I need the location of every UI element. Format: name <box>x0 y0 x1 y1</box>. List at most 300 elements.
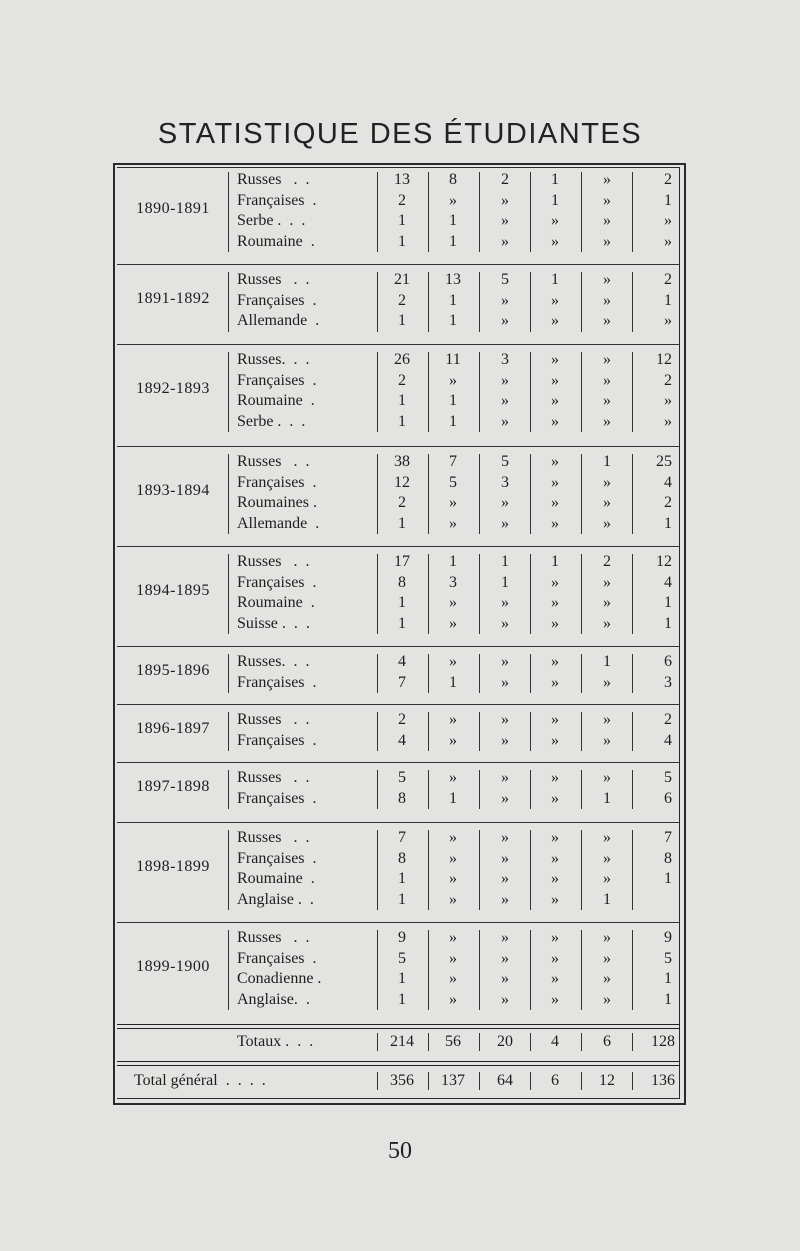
table-cell: 1 <box>398 614 406 632</box>
year-label: 1899-1900 <box>136 958 210 975</box>
table-cell: 1 <box>664 514 672 532</box>
nationality-label: Russes. . . <box>237 653 310 670</box>
table-cell: 11 <box>445 351 461 368</box>
column-rule <box>632 1072 633 1090</box>
table-row <box>117 291 680 311</box>
year-label: 1895-1896 <box>136 661 210 679</box>
table-cell: 2 <box>398 371 406 389</box>
table-cell: 5 <box>449 473 457 491</box>
nationality-label: Serbe . . . <box>237 212 306 229</box>
table-cell: » <box>664 232 672 250</box>
table-cell: » <box>501 212 509 229</box>
nationality-label: Russes . . <box>237 929 310 946</box>
table-cell: » <box>501 412 509 430</box>
table-row <box>117 514 680 534</box>
group-separator <box>117 264 680 265</box>
table-cell: » <box>603 970 611 987</box>
table-cell: 1 <box>449 789 457 807</box>
table-cell: 3 <box>501 473 509 491</box>
table-cell: 3 <box>664 673 672 691</box>
table-cell: 1 <box>551 271 559 288</box>
table-cell: » <box>501 371 509 389</box>
group-separator <box>117 446 680 447</box>
table-cell: » <box>603 312 611 329</box>
table-cell: 12 <box>656 553 672 570</box>
table-cell: 1 <box>449 553 457 570</box>
table-row <box>117 768 680 788</box>
table-cell: 8 <box>398 789 406 807</box>
column-rule <box>377 1033 378 1051</box>
nationality-label: Russes . . <box>237 553 310 570</box>
table-cell: 7 <box>398 829 406 846</box>
table-cell: 1 <box>398 990 406 1008</box>
table-cell: 2 <box>398 291 406 309</box>
year-label: 1894-1895 <box>136 582 210 599</box>
year-label: 1897-1898 <box>136 777 210 795</box>
table-cell: 5 <box>501 453 509 470</box>
year-group <box>117 552 680 644</box>
nationality-label: Françaises . <box>237 789 317 807</box>
table-row <box>117 573 680 593</box>
table-row <box>117 710 680 730</box>
table-row <box>117 652 680 672</box>
table-cell: » <box>449 731 457 749</box>
table-row <box>117 828 680 848</box>
table-row <box>117 593 680 613</box>
table-cell: 1 <box>398 890 406 908</box>
table-row <box>117 270 680 290</box>
table-cell: 5 <box>501 271 509 288</box>
table-cell: » <box>501 929 509 946</box>
table-cell: 2 <box>501 171 509 188</box>
table-cell: » <box>603 351 611 368</box>
table-cell: 3 <box>449 573 457 591</box>
table-cell: » <box>603 929 611 946</box>
table-cell: 26 <box>394 351 410 368</box>
nationality-label: Françaises . <box>237 473 317 491</box>
column-rule <box>428 1033 429 1051</box>
totaux-row <box>117 1029 680 1055</box>
year-group <box>117 350 680 442</box>
nationality-label: Françaises . <box>237 573 317 591</box>
table-cell: » <box>501 614 509 632</box>
total-cell: 356 <box>390 1072 414 1089</box>
nationality-label: Roumaines . <box>237 494 317 511</box>
nationality-label: Russes . . <box>237 769 310 786</box>
table-cell: » <box>449 990 457 1008</box>
table-cell: » <box>551 514 559 532</box>
table-cell: 6 <box>664 653 672 670</box>
nationality-label: Russes . . <box>237 711 310 728</box>
table-cell: » <box>449 514 457 532</box>
table-cell: » <box>449 711 457 728</box>
table-cell: 1 <box>664 970 672 987</box>
total-cell: 6 <box>603 1033 611 1050</box>
total-cell: 12 <box>599 1072 615 1089</box>
table-cell: 2 <box>664 271 672 288</box>
table-row <box>117 614 680 634</box>
table-cell: 1 <box>603 890 611 908</box>
table-row <box>117 890 680 910</box>
table-cell: » <box>551 573 559 591</box>
table-cell: 1 <box>449 412 457 430</box>
table-cell: » <box>501 392 509 409</box>
table-cell: » <box>449 829 457 846</box>
table-cell: 1 <box>449 673 457 691</box>
group-separator <box>117 344 680 345</box>
group-separator <box>117 822 680 823</box>
table-cell: » <box>551 371 559 389</box>
table-row <box>117 211 680 231</box>
nationality-label: Roumaine . <box>237 594 315 611</box>
table-cell: 1 <box>664 594 672 611</box>
table-cell: 8 <box>398 849 406 867</box>
table-cell: » <box>449 594 457 611</box>
year-label: 1890-1891 <box>136 200 210 217</box>
table-cell: 1 <box>398 392 406 409</box>
table-cell: 1 <box>398 594 406 611</box>
table-cell: » <box>603 949 611 967</box>
table-cell: » <box>603 371 611 389</box>
table-cell: 3 <box>501 351 509 368</box>
table-cell: 1 <box>551 191 559 209</box>
year-label: 1898-1899 <box>136 858 210 875</box>
table-cell: » <box>603 990 611 1008</box>
group-separator <box>117 922 680 923</box>
total-general-row-label: Total général . . . . <box>134 1072 266 1089</box>
total-cell: 128 <box>651 1033 675 1050</box>
table-cell: » <box>449 494 457 511</box>
column-rule <box>428 1072 429 1090</box>
table-cell: » <box>551 351 559 368</box>
total-cell: 4 <box>551 1033 559 1050</box>
table-cell: » <box>603 870 611 887</box>
table-cell: » <box>603 232 611 250</box>
table-cell: » <box>603 271 611 288</box>
table-cell: » <box>603 573 611 591</box>
table-cell: 5 <box>664 769 672 786</box>
table-cell: » <box>551 849 559 867</box>
column-rule <box>632 1033 633 1051</box>
table-row <box>117 673 680 693</box>
year-group <box>117 270 680 342</box>
column-rule <box>377 1072 378 1090</box>
table-cell: 1 <box>551 553 559 570</box>
table-cell: 7 <box>664 829 672 846</box>
nationality-label: Russes . . <box>237 171 310 188</box>
table-cell: 5 <box>398 949 406 967</box>
page-title: STATISTIQUE DES ÉTUDIANTES <box>157 118 643 150</box>
table-row <box>117 473 680 493</box>
table-cell: » <box>501 232 509 250</box>
group-separator <box>117 546 680 547</box>
column-rule <box>479 1072 480 1090</box>
year-label: 1896-1897 <box>136 719 210 737</box>
table-cell: » <box>449 949 457 967</box>
table-cell: 2 <box>664 711 672 728</box>
table-cell: » <box>603 673 611 691</box>
table-cell: » <box>501 990 509 1008</box>
year-group <box>117 652 680 702</box>
table-cell: » <box>551 890 559 908</box>
table-cell: 4 <box>664 473 672 491</box>
table-cell: 12 <box>394 473 410 491</box>
table-cell: » <box>449 890 457 908</box>
year-label: 1891-1892 <box>136 289 210 307</box>
total-general-row <box>117 1068 680 1094</box>
table-cell: 1 <box>664 291 672 309</box>
total-cell: 20 <box>497 1033 513 1050</box>
table-cell: 1 <box>664 191 672 209</box>
table-row <box>117 191 680 211</box>
table-cell: 1 <box>449 291 457 309</box>
table-cell: » <box>449 653 457 670</box>
nationality-label: Anglaise. . <box>237 990 310 1008</box>
table-cell: » <box>551 232 559 250</box>
table-cell: » <box>603 614 611 632</box>
table-row <box>117 371 680 391</box>
page-number: 50 <box>388 1138 412 1164</box>
table-cell: » <box>449 371 457 389</box>
table-cell: » <box>551 392 559 409</box>
total-cell: 137 <box>441 1072 465 1089</box>
table-cell: 1 <box>449 312 457 329</box>
nationality-label: Conadienne . <box>237 970 322 987</box>
table-cell: 8 <box>664 849 672 867</box>
table-cell: 1 <box>398 312 406 329</box>
table-cell: » <box>501 312 509 329</box>
table-cell: » <box>501 494 509 511</box>
table-cell: » <box>501 514 509 532</box>
table-row <box>117 928 680 948</box>
table-row <box>117 789 680 809</box>
table-cell: 5 <box>398 769 406 786</box>
nationality-label: Serbe . . . <box>237 412 306 430</box>
table-cell: 2 <box>398 191 406 209</box>
table-cell: » <box>449 191 457 209</box>
table-cell: » <box>501 870 509 887</box>
table-cell: 1 <box>501 573 509 591</box>
table-cell: » <box>551 870 559 887</box>
table-cell: » <box>603 392 611 409</box>
nationality-label: Françaises . <box>237 291 317 309</box>
table-cell: » <box>551 494 559 511</box>
total-cell: 64 <box>497 1072 513 1089</box>
year-group <box>117 452 680 544</box>
total-cell: 56 <box>445 1033 461 1050</box>
table-row <box>117 493 680 513</box>
table-cell: 38 <box>394 453 410 470</box>
table-cell: » <box>603 594 611 611</box>
table-cell: » <box>501 191 509 209</box>
table-cell: 1 <box>398 970 406 987</box>
table-cell: 2 <box>603 553 611 570</box>
table-cell: » <box>664 412 672 430</box>
table-cell: » <box>551 673 559 691</box>
table-row <box>117 969 680 989</box>
table-cell: » <box>449 769 457 786</box>
table-cell: » <box>501 711 509 728</box>
table-cell: 4 <box>398 731 406 749</box>
table-cell: 2 <box>664 171 672 188</box>
table-cell: » <box>551 212 559 229</box>
table-cell: 13 <box>445 271 461 288</box>
table-cell: 8 <box>449 171 457 188</box>
nationality-label: Françaises . <box>237 371 317 389</box>
table-cell: 4 <box>398 653 406 670</box>
total-cell: 214 <box>390 1033 414 1050</box>
total-general-rule <box>117 1061 680 1066</box>
table-cell: » <box>551 970 559 987</box>
year-group <box>117 710 680 760</box>
table-cell: 17 <box>394 553 410 570</box>
table-cell: » <box>501 949 509 967</box>
nationality-label: Françaises . <box>237 949 317 967</box>
nationality-label: Françaises . <box>237 191 317 209</box>
table-cell: » <box>603 829 611 846</box>
table-cell: » <box>603 731 611 749</box>
table-row <box>117 412 680 432</box>
table-cell: 7 <box>449 453 457 470</box>
table-cell: » <box>551 769 559 786</box>
nationality-label: Roumaine . <box>237 232 315 250</box>
nationality-label: Russes . . <box>237 453 310 470</box>
total-cell: 136 <box>651 1072 675 1089</box>
table-cell: » <box>501 789 509 807</box>
nationality-label: Russes. . . <box>237 351 310 368</box>
year-group <box>117 170 680 262</box>
table-cell: » <box>603 212 611 229</box>
table-row <box>117 391 680 411</box>
table-cell: 1 <box>449 232 457 250</box>
table-row <box>117 232 680 252</box>
table-row <box>117 350 680 370</box>
table-cell: » <box>551 653 559 670</box>
nationality-label: Roumaine . <box>237 392 315 409</box>
table-cell: » <box>501 769 509 786</box>
table-row <box>117 990 680 1010</box>
table-row <box>117 869 680 889</box>
table-cell: » <box>551 312 559 329</box>
column-rule <box>479 1033 480 1051</box>
table-cell: 12 <box>656 351 672 368</box>
table-cell: 1 <box>664 870 672 887</box>
table-cell: 1 <box>603 653 611 670</box>
table-cell: 6 <box>664 789 672 807</box>
table-cell: 1 <box>449 212 457 229</box>
table-row <box>117 949 680 969</box>
table-cell: 13 <box>394 171 410 188</box>
nationality-label: Françaises . <box>237 731 317 749</box>
table-cell: » <box>551 473 559 491</box>
nationality-label: Allemande . <box>237 514 320 532</box>
table-cell: » <box>501 829 509 846</box>
table-cell: » <box>603 291 611 309</box>
nationality-label: Russes . . <box>237 829 310 846</box>
nationality-label: Anglaise . . <box>237 890 314 908</box>
table-cell: » <box>603 711 611 728</box>
table-cell: 1 <box>664 990 672 1008</box>
table-cell: 1 <box>603 789 611 807</box>
table-cell: » <box>603 494 611 511</box>
year-group <box>117 768 680 820</box>
table-row <box>117 849 680 869</box>
table-cell: 21 <box>394 271 410 288</box>
table-cell: » <box>603 849 611 867</box>
table-cell: 1 <box>664 614 672 632</box>
table-cell: » <box>449 870 457 887</box>
table-cell: » <box>603 191 611 209</box>
table-cell: » <box>603 171 611 188</box>
table-cell: » <box>551 711 559 728</box>
table-cell: » <box>664 212 672 229</box>
table-cell: 1 <box>398 412 406 430</box>
table-cell: 5 <box>664 949 672 967</box>
table-row <box>117 731 680 751</box>
table-cell: 1 <box>398 870 406 887</box>
table-cell: » <box>501 849 509 867</box>
table-row <box>117 311 680 331</box>
table-cell: 2 <box>398 494 406 511</box>
table-cell: » <box>603 412 611 430</box>
table-cell: » <box>664 312 672 329</box>
totaux-row-label: Totaux . . . <box>237 1033 314 1050</box>
nationality-label: Russes . . <box>237 271 310 288</box>
table-cell: » <box>551 291 559 309</box>
total-cell: 6 <box>551 1072 559 1089</box>
column-rule <box>530 1033 531 1051</box>
table-cell: » <box>501 673 509 691</box>
table-row <box>117 170 680 190</box>
table-cell: 9 <box>664 929 672 946</box>
table-cell: 1 <box>398 514 406 532</box>
nationality-label: Roumaine . <box>237 870 315 887</box>
table-cell: » <box>551 453 559 470</box>
column-rule <box>530 1072 531 1090</box>
table-cell: 4 <box>664 573 672 591</box>
group-separator <box>117 704 680 705</box>
table-cell: » <box>501 291 509 309</box>
group-separator <box>117 762 680 763</box>
table-cell: 4 <box>664 731 672 749</box>
year-label: 1893-1894 <box>136 482 210 499</box>
table-cell: » <box>551 594 559 611</box>
year-group <box>117 828 680 920</box>
table-cell: 9 <box>398 929 406 946</box>
table-cell: 1 <box>551 171 559 188</box>
table-cell: » <box>664 392 672 409</box>
table-cell: 1 <box>449 392 457 409</box>
table-cell: 2 <box>398 711 406 728</box>
table-cell: 8 <box>398 573 406 591</box>
table-row <box>117 552 680 572</box>
table-cell: 2 <box>664 494 672 511</box>
table-cell: 1 <box>398 212 406 229</box>
table-cell: 2 <box>664 371 672 389</box>
table-cell: 7 <box>398 673 406 691</box>
table-cell: » <box>603 769 611 786</box>
table-cell: » <box>501 594 509 611</box>
table-cell: » <box>551 929 559 946</box>
table-cell: » <box>449 929 457 946</box>
table-cell: » <box>603 473 611 491</box>
table-cell: » <box>551 412 559 430</box>
group-separator <box>117 646 680 647</box>
table-cell: » <box>501 731 509 749</box>
table-cell: » <box>449 614 457 632</box>
nationality-label: Françaises . <box>237 849 317 867</box>
table-cell: » <box>501 970 509 987</box>
